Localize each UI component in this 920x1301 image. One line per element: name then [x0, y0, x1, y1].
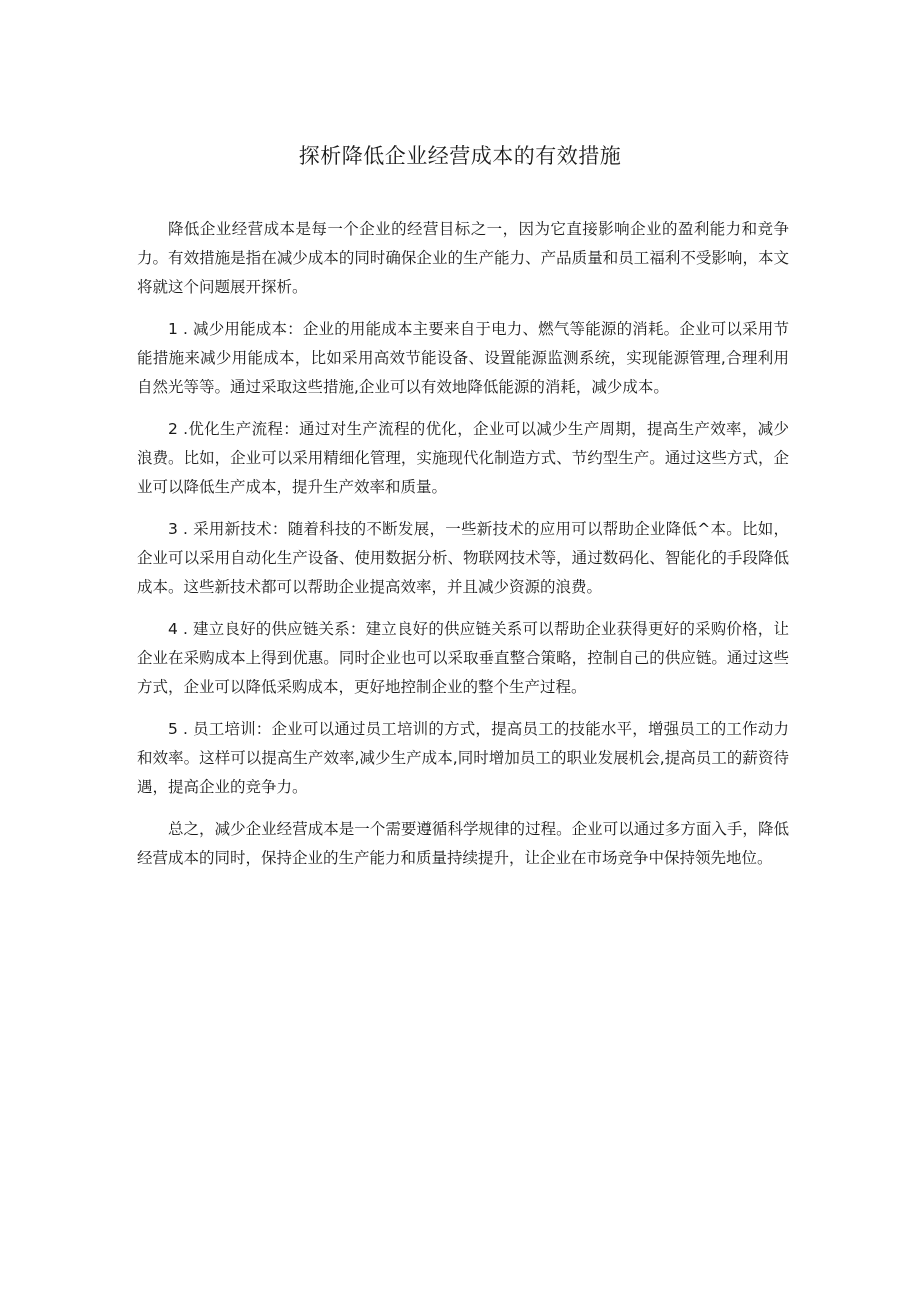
- paragraph-item-2: 2 .优化生产流程：通过对生产流程的优化，企业可以减少生产周期，提高生产效率，减少浪费。比如，企业可以采用精细化管理，实施现代化制造方式、节约型生产。通过这些方式，企业可以降低生产成本，提升生产效率和质量。: [137, 420, 789, 496]
- document-title: 探析降低企业经营成本的有效措施: [298, 144, 622, 168]
- paragraph-item-4: 4 . 建立良好的供应链关系：建立良好的供应链关系可以帮助企业获得更好的采购价格，让企业在采购成本上得到优惠。同时企业也可以采取垂直整合策略，控制自己的供应链。通过这些方式，企业可以降低采购成本，更好地控制企业的整个生产过程。: [137, 620, 789, 696]
- paragraph-intro: 降低企业经营成本是每一个企业的经营目标之一，因为它直接影响企业的盈利能力和竞争力。有效措施是指在减少成本的同时确保企业的生产能力、产品质量和员工福利不受影响，本文将就这个问题展开探析。: [137, 220, 789, 296]
- paragraph-item-5: 5 . 员工培训：企业可以通过员工培训的方式，提高员工的技能水平，增强员工的工作动力和效率。这样可以提高生产效率,减少生产成本,同时增加员工的职业发展机会,提高员工的薪资待遇，提高企业的竞争力。: [137, 720, 789, 796]
- document-body: [137, 215, 789, 886]
- paragraph-conclusion: 总之，减少企业经营成本是一个需要遵循科学规律的过程。企业可以通过多方面入手，降低经营成本的同时，保持企业的生产能力和质量持续提升，让企业在市场竞争中保持领先地位。: [137, 820, 789, 867]
- paragraph-item-1: 1 . 减少用能成本：企业的用能成本主要来自于电力、燃气等能源的消耗。企业可以采用节能措施来减少用能成本，比如采用高效节能设备、设置能源监测系统，实现能源管理,合理利用自然光等等。通过采取这些措施,企业可以有效地降低能源的消耗，减少成本。: [137, 320, 789, 396]
- paragraph-item-3: 3 . 采用新技术：随着科技的不断发展，一些新技术的应用可以帮助企业降低^本。比如，企业可以采用自动化生产设备、使用数据分析、物联网技术等，通过数码化、智能化的手段降低成本。这些新技术都可以帮助企业提高效率，并且减少资源的浪费。: [137, 520, 789, 596]
